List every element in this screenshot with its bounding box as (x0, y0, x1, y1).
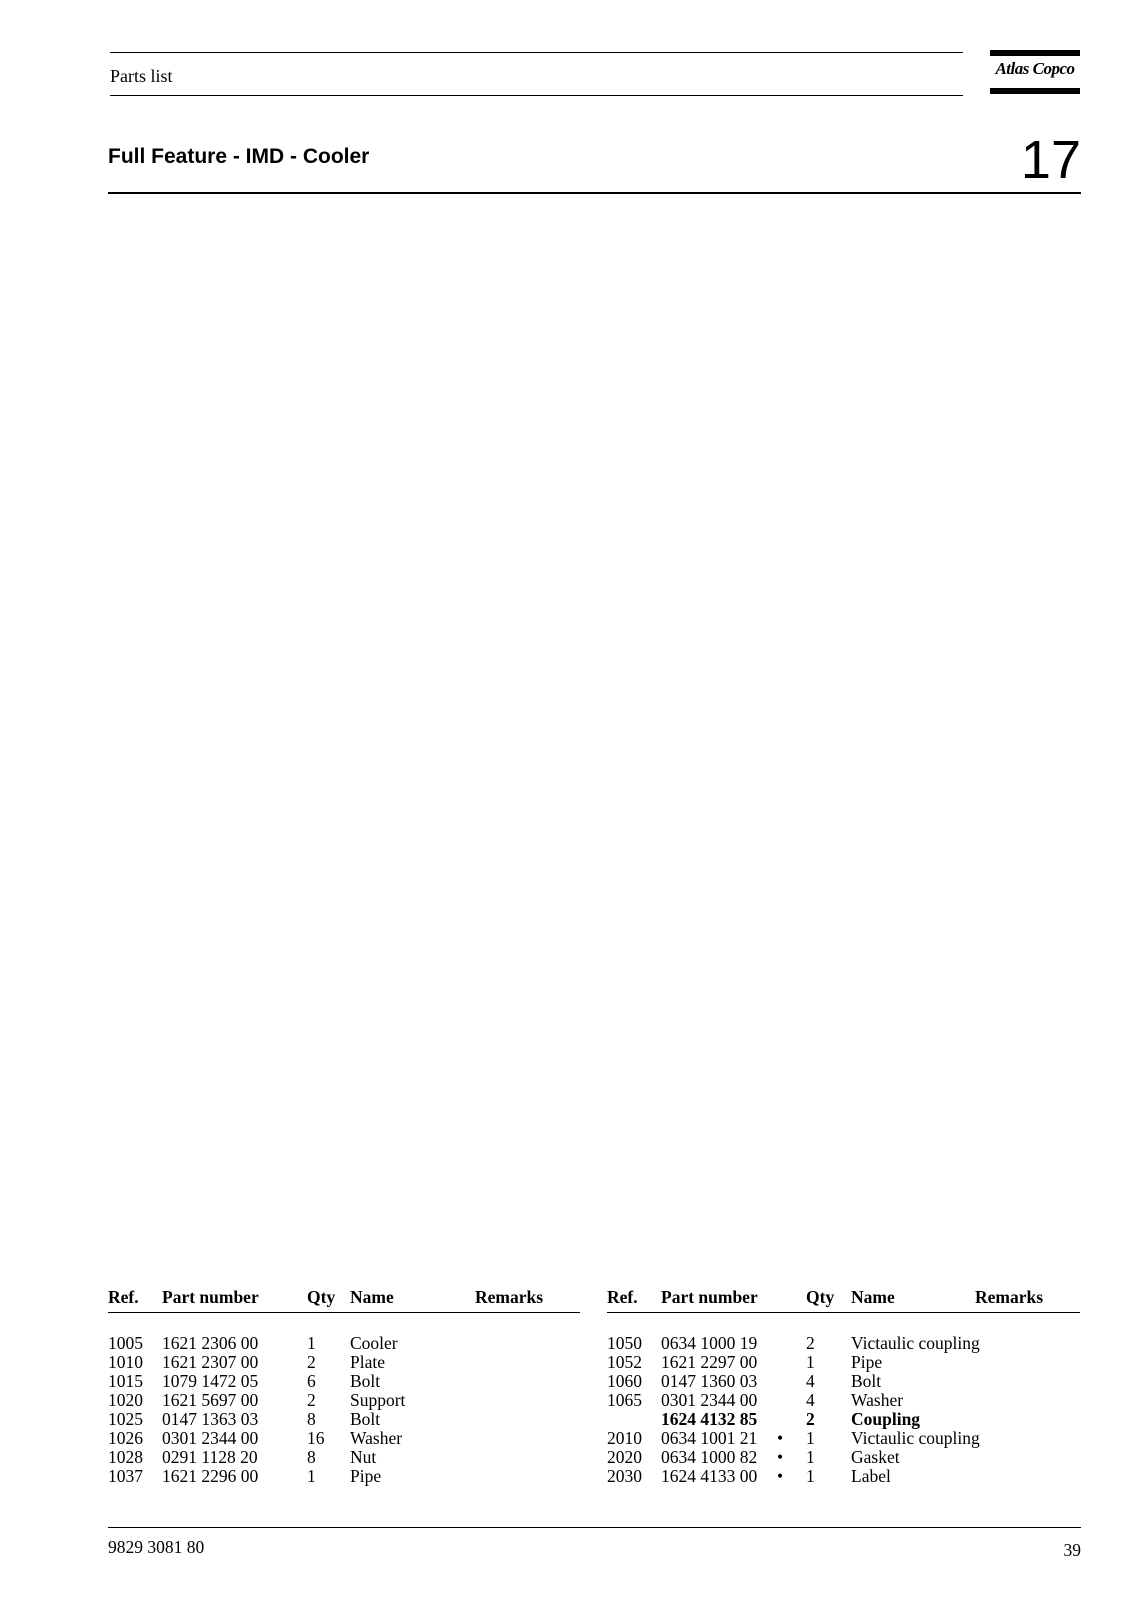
column-header-remarks: Remarks (975, 1287, 1044, 1307)
column-header-ref: Ref. (108, 1287, 139, 1307)
table-row (607, 1448, 1080, 1467)
cell-ref: 1037 (108, 1466, 143, 1486)
cell-ref: 1050 (607, 1333, 642, 1353)
cell-qty: 16 (307, 1428, 325, 1448)
column-header-part-number: Part number (661, 1287, 758, 1307)
cell-name: Washer (350, 1428, 403, 1448)
cell-name: Victaulic coupling (851, 1428, 980, 1448)
cell-ref: 1025 (108, 1409, 143, 1429)
cell-ref: 2020 (607, 1447, 642, 1467)
cell-qty: 2 (806, 1409, 815, 1429)
cell-part-number: 1621 2297 00 (661, 1352, 758, 1372)
cell-name: Coupling (851, 1409, 921, 1429)
cell-ref: 1020 (108, 1390, 143, 1410)
footer-rule (108, 1527, 1081, 1528)
cell-part-number: 0147 1363 03 (162, 1409, 259, 1429)
section-label: Parts list (110, 66, 173, 86)
cell-ref: 1026 (108, 1428, 143, 1448)
cell-part-number: 1621 5697 00 (162, 1390, 259, 1410)
cell-qty: 2 (806, 1333, 815, 1353)
column-header-ref: Ref. (607, 1287, 638, 1307)
table-body (607, 1334, 1080, 1486)
cell-qty: 1 (806, 1447, 815, 1467)
cell-part-number: 0291 1128 20 (162, 1447, 258, 1467)
table-row (607, 1410, 1080, 1429)
table-row (108, 1410, 580, 1429)
table-row (108, 1467, 580, 1486)
cell-qty: 8 (307, 1447, 316, 1467)
column-header-qty: Qty (307, 1287, 336, 1307)
cell-part-number: 1621 2296 00 (162, 1466, 259, 1486)
cell-part-number: 0634 1000 19 (661, 1333, 758, 1353)
table-row (607, 1372, 1080, 1391)
cell-marker: • (777, 1447, 784, 1467)
cell-name: Cooler (350, 1333, 398, 1353)
cell-part-number: 0301 2344 00 (162, 1428, 259, 1448)
cell-name: Plate (350, 1352, 385, 1372)
cell-qty: 6 (307, 1371, 316, 1391)
cell-name: Washer (851, 1390, 904, 1410)
column-header-part-number: Part number (162, 1287, 259, 1307)
cell-part-number: 1621 2307 00 (162, 1352, 259, 1372)
cell-part-number: 0301 2344 00 (661, 1390, 758, 1410)
cell-part-number: 1624 4132 85 (661, 1409, 758, 1429)
cell-qty: 1 (307, 1466, 316, 1486)
cell-qty: 2 (307, 1352, 316, 1372)
cell-marker: • (777, 1466, 784, 1486)
cell-ref: 1028 (108, 1447, 143, 1467)
table-row (108, 1372, 580, 1391)
cell-name: Pipe (851, 1352, 883, 1372)
column-header-qty: Qty (806, 1287, 835, 1307)
cell-part-number: 1079 1472 05 (162, 1371, 259, 1391)
illustration-area (108, 200, 1081, 1270)
cell-ref: 2030 (607, 1466, 642, 1486)
table-row (108, 1353, 580, 1372)
cell-marker: • (777, 1428, 784, 1448)
cell-qty: 1 (806, 1466, 815, 1486)
cell-qty: 8 (307, 1409, 316, 1429)
cell-qty: 1 (806, 1352, 815, 1372)
page-number: 39 (1063, 1540, 1081, 1560)
column-header-remarks: Remarks (475, 1287, 544, 1307)
table-header-rule (607, 1312, 1080, 1313)
logo-top-bar (990, 50, 1080, 56)
cell-name: Bolt (851, 1371, 882, 1391)
column-header-name: Name (851, 1287, 895, 1307)
document-number: 9829 3081 80 (108, 1537, 205, 1557)
parts-table-left (108, 1288, 580, 1486)
table-row (108, 1448, 580, 1467)
parts-table-right (607, 1288, 1080, 1486)
header-top-rule (110, 52, 963, 53)
page-title: Full Feature - IMD - Cooler (108, 145, 370, 168)
cell-name: Bolt (350, 1409, 381, 1429)
header-bottom-rule (110, 95, 963, 96)
logo-bottom-bar (990, 88, 1080, 94)
cell-ref: 2010 (607, 1428, 642, 1448)
section-number: 17 (1020, 130, 1081, 190)
title-rule (108, 192, 1081, 194)
table-row (607, 1334, 1080, 1353)
cell-name: Nut (350, 1447, 377, 1467)
column-header-name: Name (350, 1287, 394, 1307)
table-header (607, 1288, 1080, 1310)
table-row (108, 1334, 580, 1353)
cell-part-number: 1621 2306 00 (162, 1333, 259, 1353)
table-row (108, 1391, 580, 1410)
table-row (607, 1429, 1080, 1448)
cell-name: Victaulic coupling (851, 1333, 980, 1353)
table-row (607, 1391, 1080, 1410)
cell-part-number: 0634 1001 21 (661, 1428, 758, 1448)
cell-name: Gasket (851, 1447, 900, 1467)
cell-qty: 1 (806, 1428, 815, 1448)
cell-ref: 1052 (607, 1352, 642, 1372)
logo-text: Atlas Copco (995, 59, 1075, 78)
table-body (108, 1334, 580, 1486)
cell-ref: 1060 (607, 1371, 642, 1391)
cell-qty: 1 (307, 1333, 316, 1353)
cell-name: Support (350, 1390, 406, 1410)
cell-qty: 4 (806, 1371, 815, 1391)
table-row (607, 1467, 1080, 1486)
table-header-rule (108, 1312, 580, 1313)
cell-qty: 2 (307, 1390, 316, 1410)
atlas-copco-logo (990, 50, 1080, 94)
cell-part-number: 0634 1000 82 (661, 1447, 758, 1467)
cell-qty: 4 (806, 1390, 815, 1410)
cell-name: Bolt (350, 1371, 381, 1391)
cell-ref: 1010 (108, 1352, 143, 1372)
cell-ref: 1015 (108, 1371, 143, 1391)
cell-name: Label (851, 1466, 891, 1486)
cell-ref: 1005 (108, 1333, 143, 1353)
cell-ref: 1065 (607, 1390, 642, 1410)
cell-part-number: 1624 4133 00 (661, 1466, 758, 1486)
table-row (607, 1353, 1080, 1372)
table-row (108, 1429, 580, 1448)
cell-name: Pipe (350, 1466, 382, 1486)
cell-part-number: 0147 1360 03 (661, 1371, 758, 1391)
table-header (108, 1288, 580, 1310)
